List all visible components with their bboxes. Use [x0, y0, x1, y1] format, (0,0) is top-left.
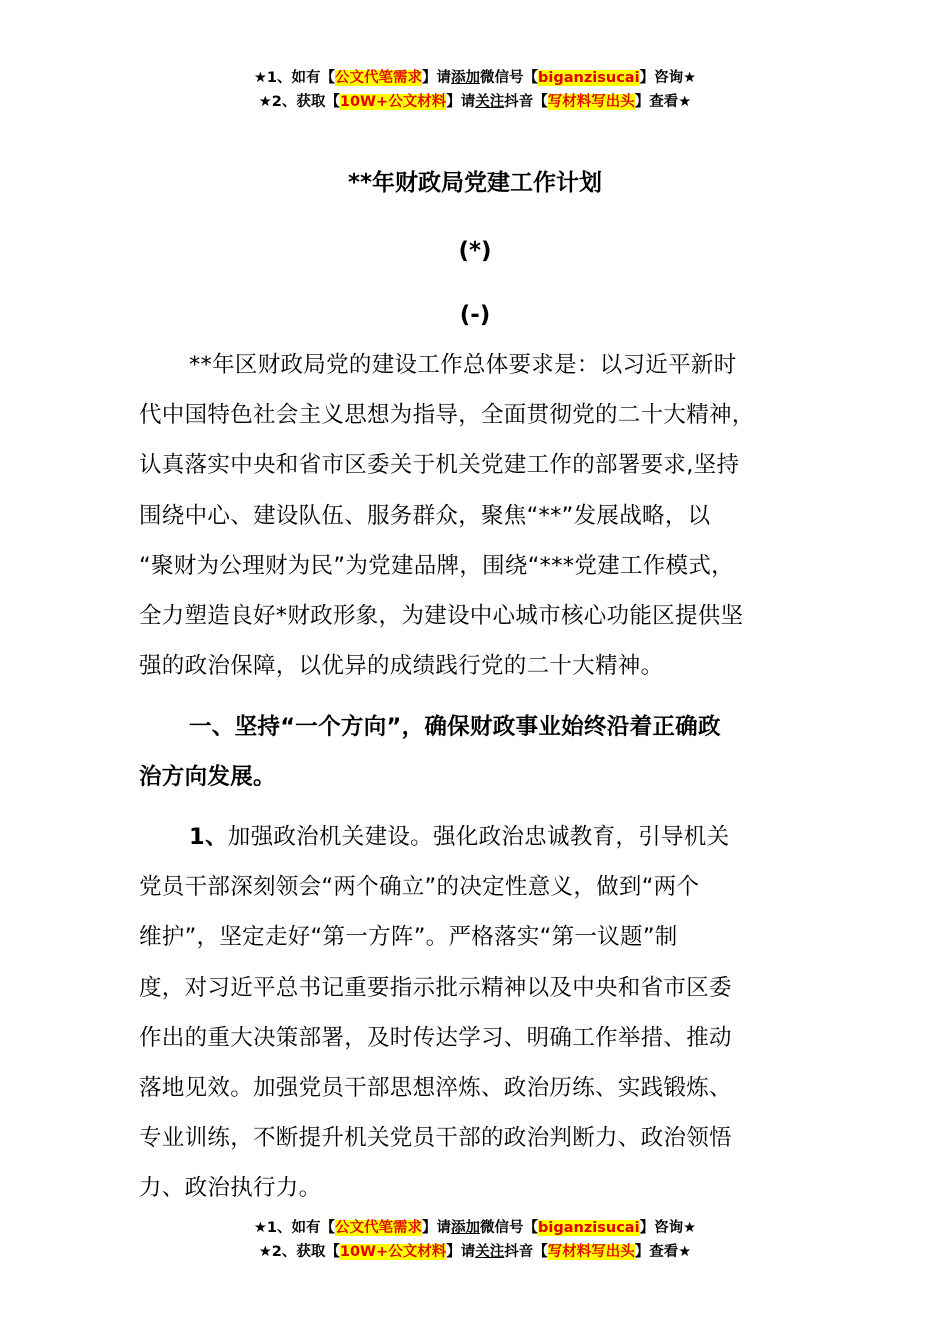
promo-text: 微信号【	[480, 1220, 539, 1236]
paragraph-line: 度，对习近平总书记重要指示批示精神以及中央和省市区委	[139, 974, 732, 1001]
footer-promo-banner	[0, 1216, 950, 1264]
promo-text: ★1、如有【	[253, 70, 336, 86]
promo-text: ★2、获取【	[258, 94, 340, 110]
douyin-id-highlight: 写材料写出头	[547, 1244, 635, 1260]
promo-text: 抖音【	[504, 94, 548, 110]
paragraph-line: “聚财为公理财为民”为党建品牌，围绕“***党建工作模式，	[139, 552, 734, 579]
section-heading-1	[139, 702, 829, 802]
paragraph-line: 围绕中心、建设队伍、服务群众，聚焦“**”发展战略，以	[139, 502, 711, 529]
subtitle-marker-2: (-)	[459, 302, 491, 328]
paragraph-line: 代中国特色社会主义思想为指导，全面贯彻党的二十大精神，	[139, 402, 755, 429]
header-promo-banner	[0, 66, 950, 114]
promo-line-2	[0, 90, 950, 114]
promo-underlined: 关注	[475, 1244, 505, 1260]
promo-highlight: 10W+公文材料	[339, 94, 447, 110]
paragraph-line: 党员干部深刻领会“两个确立”的决定性意义，做到“两个	[139, 874, 700, 901]
intro-paragraph	[139, 340, 829, 691]
paragraph-line	[139, 812, 829, 862]
subtitle-marker-1: (*)	[458, 238, 492, 264]
promo-line-1	[0, 1216, 950, 1240]
promo-highlight: 公文代笔需求	[335, 1220, 423, 1236]
paragraph-line: 力、政治执行力。	[139, 1175, 322, 1202]
promo-text: 抖音【	[504, 1244, 548, 1260]
paragraph-line: 作出的重大决策部署，及时传达学习、明确工作举措、推动	[139, 1024, 732, 1051]
promo-text: ★2、获取【	[258, 1244, 340, 1260]
paragraph-line: 强的政治保障，以优异的成绩践行党的二十大精神。	[139, 653, 664, 680]
paragraph-line: 专业训练，不断提升机关党员干部的政治判断力、政治领悟	[139, 1125, 732, 1152]
promo-text: 】请	[446, 1244, 476, 1260]
promo-underlined: 添加	[451, 1220, 481, 1236]
wechat-id-highlight: biganzisucai	[538, 1220, 640, 1236]
paragraph-line: **年区财政局党的建设工作总体要求是：以习近平新时	[189, 352, 737, 378]
heading-line: 治方向发展。	[139, 764, 276, 791]
promo-text: 】咨询★	[639, 1220, 697, 1236]
promo-line-2	[0, 1240, 950, 1264]
promo-text: 】请	[446, 94, 476, 110]
paragraph-line: 落地见效。加强党员干部思想淬炼、政治历练、实践锻炼、	[139, 1075, 732, 1102]
promo-line-1	[0, 66, 950, 90]
promo-text: 微信号【	[480, 70, 539, 86]
promo-text: 】查看★	[634, 1244, 692, 1260]
heading-line: 一、坚持“一个方向”，确保财政事业始终沿着正确政	[189, 714, 721, 740]
paragraph-line: 认真落实中央和省市区委关于机关党建工作的部署要求,坚持	[139, 452, 740, 479]
promo-text: 】咨询★	[639, 70, 697, 86]
promo-text: 】请	[422, 70, 452, 86]
wechat-id-highlight: biganzisucai	[538, 70, 640, 86]
promo-text: 】查看★	[634, 94, 692, 110]
paragraph-text: 加强政治机关建设。强化政治忠诚教育，引导机关	[227, 824, 730, 850]
paragraph-line: 全力塑造良好*财政形象，为建设中心城市核心功能区提供坚	[139, 603, 744, 630]
promo-text: 】请	[422, 1220, 452, 1236]
promo-highlight: 10W+公文材料	[339, 1244, 447, 1260]
promo-highlight: 公文代笔需求	[335, 70, 423, 86]
douyin-id-highlight: 写材料写出头	[547, 94, 635, 110]
promo-text: ★1、如有【	[253, 1220, 336, 1236]
item-number: 1、	[189, 824, 228, 850]
promo-underlined: 关注	[475, 94, 505, 110]
promo-underlined: 添加	[451, 70, 481, 86]
item-1-paragraph	[139, 812, 829, 1214]
paragraph-line: 维护”，坚定走好“第一方阵”。严格落实“第一议题”制	[139, 924, 678, 951]
document-title: **年财政局党建工作计划	[347, 170, 603, 196]
